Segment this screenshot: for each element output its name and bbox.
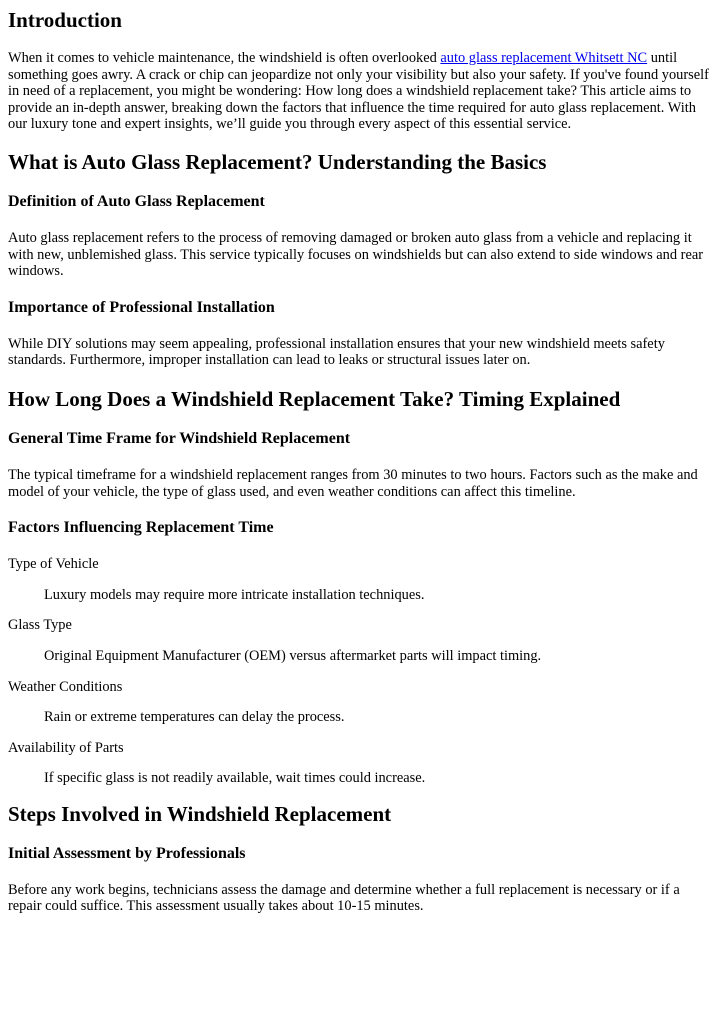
heading-importance: Importance of Professional Installation — [8, 298, 275, 316]
factor-desc-parts: If specific glass is not readily available, wait times could increase. — [44, 770, 426, 787]
heading-factors: Factors Influencing Replacement Time — [8, 519, 274, 537]
intro-text-before-link: When it comes to vehicle maintenance, the windshield is often overlooked — [8, 50, 441, 66]
paragraph-initial-assessment: Before any work begins, technicians assess the damage and determine whether a full replacement is necessary or if a repair could suffice. This assessment usually takes about 10-15 minutes. — [8, 881, 680, 915]
factor-desc-weather: Rain or extreme temperatures can delay the process. — [44, 709, 345, 726]
paragraph-importance: While DIY solutions may seem appealing, professional installation ensures that your new windshield meets safety standards. Furthermore, improper installation can lead to leaks or structural issues later on. — [8, 335, 665, 369]
heading-general-time-frame: General Time Frame for Windshield Replacement — [8, 429, 351, 447]
intro-text-after-link: until something goes awry. A crack or chip can jeopardize not only your visibility but also your safety. If you've found yourself in need of a replacement, you might be wondering: How long does a windshield replacement take? This article aims to provide an in-depth answer, breaking down the factors that influence the time required for auto glass replacement. With our luxury tone and expert insights, we’ll guide you through every aspect of this essential service. — [8, 50, 709, 133]
factor-term-vehicle: Type of Vehicle — [8, 556, 99, 573]
heading-definition: Definition of Auto Glass Replacement — [8, 192, 265, 210]
heading-timing: How Long Does a Windshield Replacement Take? Timing Explained — [8, 386, 621, 411]
factor-desc-vehicle: Luxury models may require more intricate installation techniques. — [44, 586, 425, 603]
factor-list — [8, 556, 712, 787]
heading-basics: What is Auto Glass Replacement? Understanding the Basics — [8, 149, 547, 174]
factor-term-parts: Availability of Parts — [8, 739, 124, 756]
paragraph-general-time-frame: The typical timeframe for a windshield replacement ranges from 30 minutes to two hours. Factors such as the make and model of your vehicle, the type of glass used, and even weather conditions can affect this timeline. — [8, 466, 698, 500]
paragraph-definition: Auto glass replacement refers to the process of removing damaged or broken auto glass from a vehicle and replacing it with new, unblemished glass. This service typically focuses on windshields but can also extend to side windows and rear windows. — [8, 229, 704, 280]
auto-glass-link[interactable]: auto glass replacement Whitsett NC — [440, 50, 648, 66]
factor-term-glass: Glass Type — [8, 617, 72, 634]
heading-introduction: Introduction — [8, 8, 122, 32]
heading-initial-assessment: Initial Assessment by Professionals — [8, 844, 246, 862]
factor-term-weather: Weather Conditions — [8, 678, 123, 695]
article — [0, 7, 720, 915]
factor-desc-glass: Original Equipment Manufacturer (OEM) versus aftermarket parts will impact timing. — [44, 647, 542, 664]
paragraph-introduction — [8, 50, 712, 133]
heading-steps: Steps Involved in Windshield Replacement — [8, 801, 392, 826]
